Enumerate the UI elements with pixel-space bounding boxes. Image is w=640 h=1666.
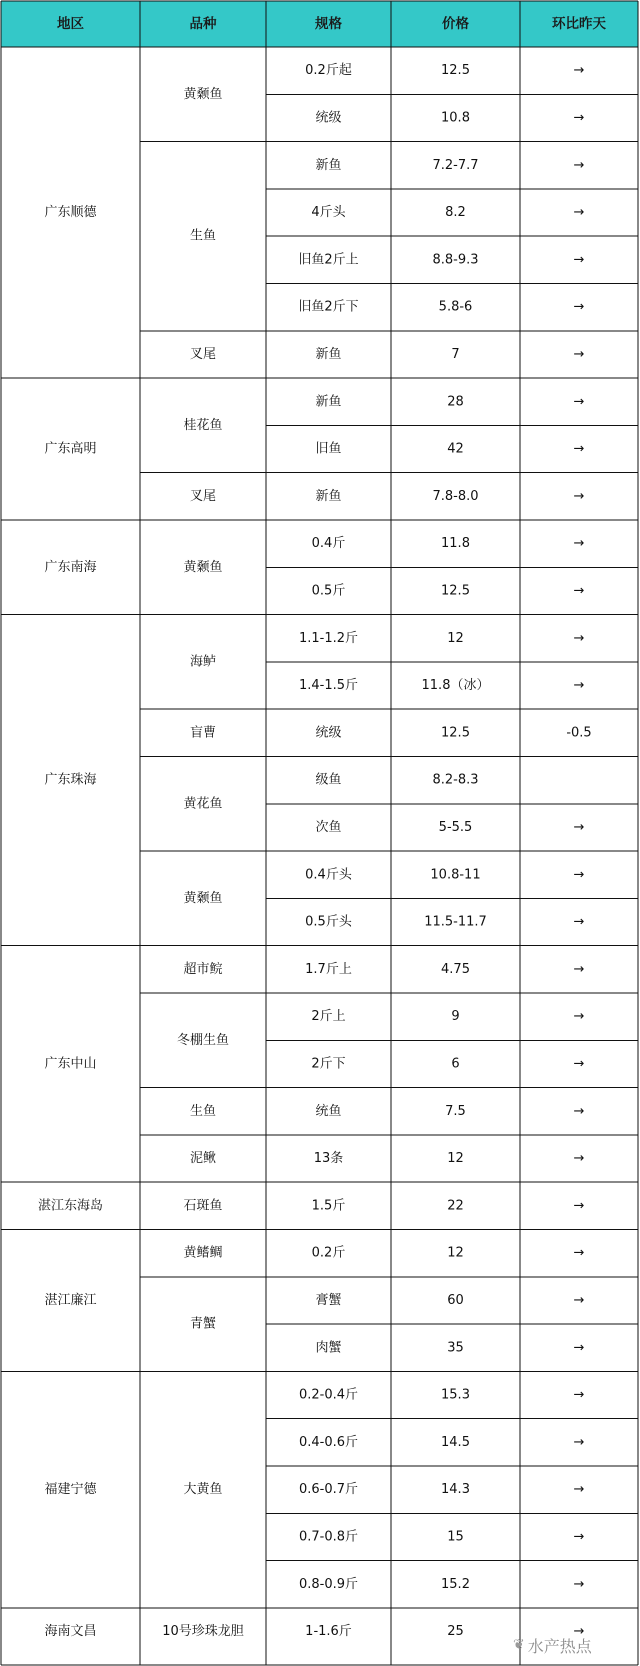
species-cell: 黄颡鱼: [183, 890, 223, 906]
change-cell: →: [573, 205, 585, 221]
spec-cell: 肉蟹: [315, 1340, 342, 1356]
column-header: 价格: [442, 16, 469, 32]
change-cell: →: [573, 1387, 585, 1403]
region-cell: 湛江廉江: [44, 1292, 97, 1308]
region-cell: 广东高明: [44, 441, 97, 457]
spec-cell: 新鱼: [315, 346, 342, 362]
species-cell: 海鲈: [189, 654, 217, 670]
spec-cell: 1.1-1.2斤: [298, 630, 359, 646]
species-cell: 黄鳍鲷: [183, 1245, 223, 1261]
spec-cell: 1.7斤上: [305, 961, 352, 977]
region-cell: 广东顺德: [44, 205, 97, 221]
spec-cell: 0.8-0.9斤: [298, 1576, 359, 1592]
price-cell: 11.8（冰）: [421, 678, 490, 694]
spec-cell: 0.7-0.8斤: [298, 1529, 359, 1545]
spec-cell: 0.4斤头: [305, 867, 352, 883]
change-cell: →: [573, 678, 585, 694]
change-cell: →: [573, 252, 585, 268]
region-cell: 海南文昌: [44, 1624, 97, 1640]
price-cell: 10.8: [441, 110, 470, 126]
change-cell: →: [573, 1434, 585, 1450]
change-cell: →: [573, 914, 585, 930]
change-cell: →: [573, 1056, 585, 1072]
column-header: 规格: [315, 16, 342, 32]
spec-cell: 0.2-0.4斤: [298, 1387, 359, 1403]
spec-cell: 0.4斤: [311, 536, 346, 552]
price-cell: 7: [451, 346, 460, 362]
species-cell: 石斑鱼: [183, 1198, 223, 1214]
price-cell: 11.5-11.7: [424, 914, 487, 930]
species-cell: 生鱼: [189, 1103, 217, 1119]
spec-cell: 2斤上: [311, 1009, 346, 1025]
price-cell: 7.5: [445, 1103, 466, 1119]
price-cell: 7.8-8.0: [432, 488, 479, 504]
change-cell: →: [573, 441, 585, 457]
price-cell: 12: [447, 1245, 464, 1261]
region-cell: 广东中山: [44, 1056, 97, 1072]
change-cell: →: [573, 1103, 585, 1119]
change-cell: →: [573, 867, 585, 883]
price-cell: 7.2-7.7: [432, 157, 479, 173]
price-cell: 9: [451, 1009, 460, 1025]
price-cell: 12.5: [441, 583, 470, 599]
price-cell: 4.75: [441, 961, 470, 977]
region-cell: 广东珠海: [44, 772, 97, 788]
species-cell: 叉尾: [189, 488, 217, 504]
change-cell: →: [573, 1624, 585, 1640]
region-cell: 湛江东海岛: [37, 1198, 104, 1214]
spec-cell: 旧鱼2斤下: [298, 299, 359, 315]
species-cell: 泥鳅: [189, 1151, 217, 1167]
column-header: 地区: [57, 16, 84, 32]
price-cell: 25: [447, 1624, 464, 1640]
species-cell: 桂花鱼: [183, 417, 223, 433]
spec-cell: 13条: [313, 1151, 344, 1167]
spec-cell: 1.5斤: [311, 1198, 346, 1214]
spec-cell: 1.4-1.5斤: [298, 678, 359, 694]
spec-cell: 0.5斤头: [305, 914, 352, 930]
spec-cell: 2斤下: [311, 1056, 346, 1072]
spec-cell: 1-1.6斤: [305, 1624, 352, 1640]
spec-cell: 0.2斤: [311, 1245, 346, 1261]
change-cell: →: [573, 583, 585, 599]
change-cell: -0.5: [566, 725, 592, 741]
price-cell: 5-5.5: [438, 819, 473, 835]
species-cell: 冬棚生鱼: [176, 1032, 230, 1048]
spec-cell: 0.2斤起: [305, 63, 352, 79]
price-cell: 35: [447, 1340, 464, 1356]
price-cell: 12.5: [441, 725, 470, 741]
species-cell: 超市鲩: [183, 961, 223, 977]
spec-cell: 新鱼: [315, 157, 342, 173]
spec-cell: 膏蟹: [315, 1292, 342, 1308]
spec-cell: 旧鱼2斤上: [298, 252, 359, 268]
price-cell: 15.2: [441, 1576, 470, 1592]
change-cell: →: [573, 299, 585, 315]
spec-cell: 级鱼: [315, 772, 342, 788]
species-cell: 黄花鱼: [183, 796, 223, 812]
spec-cell: 统级: [315, 110, 342, 126]
column-header: 环比昨天: [552, 16, 606, 32]
spec-cell: 统级: [315, 725, 342, 741]
change-cell: →: [573, 961, 585, 977]
spec-cell: 4斤头: [311, 205, 346, 221]
change-cell: →: [573, 1009, 585, 1025]
species-cell: 青蟹: [189, 1316, 217, 1332]
species-cell: 生鱼: [189, 228, 217, 244]
price-cell: 8.8-9.3: [432, 252, 479, 268]
price-cell: 8.2: [445, 205, 466, 221]
change-cell: →: [573, 488, 585, 504]
price-cell: 22: [447, 1198, 464, 1214]
spec-cell: 0.4-0.6斤: [298, 1434, 359, 1450]
price-cell: 10.8-11: [430, 867, 481, 883]
watermark: [513, 1634, 592, 1656]
change-cell: →: [573, 1340, 585, 1356]
price-cell: 6: [451, 1056, 460, 1072]
price-cell: 14.5: [441, 1434, 470, 1450]
price-cell: 8.2-8.3: [432, 772, 479, 788]
region-cell: 广东南海: [44, 559, 97, 575]
spec-cell: 新鱼: [315, 488, 342, 504]
watermark-text: 水产热点: [527, 1636, 592, 1656]
spec-cell: 新鱼: [315, 394, 342, 410]
species-cell: 叉尾: [189, 346, 217, 362]
species-cell: 黄颡鱼: [183, 559, 223, 575]
change-cell: →: [573, 346, 585, 362]
spec-cell: 0.5斤: [311, 583, 346, 599]
price-cell: 14.3: [441, 1482, 470, 1498]
price-cell: 5.8-6: [438, 299, 473, 315]
change-cell: →: [573, 1245, 585, 1261]
change-cell: →: [573, 1198, 585, 1214]
price-cell: 12.5: [441, 63, 470, 79]
price-cell: 15.3: [441, 1387, 470, 1403]
change-cell: →: [573, 1576, 585, 1592]
change-cell: →: [573, 63, 585, 79]
change-cell: →: [573, 110, 585, 126]
change-cell: →: [573, 1482, 585, 1498]
spec-cell: 统鱼: [315, 1103, 342, 1119]
price-cell: 28: [447, 394, 464, 410]
region-cell: 福建宁德: [44, 1482, 97, 1498]
price-cell: 15: [447, 1529, 464, 1545]
column-header: 品种: [189, 16, 217, 32]
price-cell: 12: [447, 630, 464, 646]
spec-cell: 0.6-0.7斤: [298, 1482, 359, 1498]
change-cell: →: [573, 536, 585, 552]
spec-cell: 旧鱼: [315, 441, 342, 457]
change-cell: →: [573, 394, 585, 410]
price-cell: 42: [447, 441, 464, 457]
species-cell: 10号珍珠龙胆: [162, 1624, 244, 1640]
change-cell: →: [573, 1292, 585, 1308]
change-cell: →: [573, 1151, 585, 1167]
species-cell: 黄颡鱼: [183, 86, 223, 102]
species-cell: 盲曹: [189, 725, 217, 741]
change-cell: →: [573, 630, 585, 646]
species-cell: 大黄鱼: [183, 1482, 223, 1498]
spec-cell: 次鱼: [315, 819, 342, 835]
change-cell: →: [573, 157, 585, 173]
change-cell: →: [573, 819, 585, 835]
change-cell: →: [573, 1529, 585, 1545]
price-cell: 11.8: [441, 536, 470, 552]
price-cell: 12: [447, 1151, 464, 1167]
price-cell: 60: [447, 1292, 464, 1308]
wechat-icon: ❦: [513, 1637, 525, 1653]
